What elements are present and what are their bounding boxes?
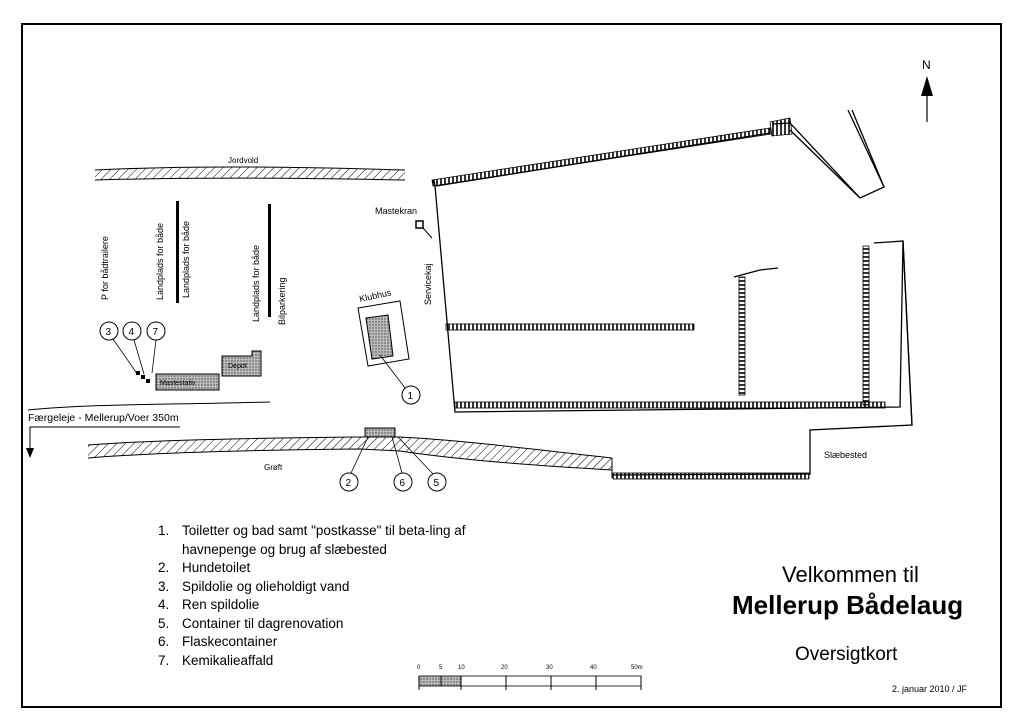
south-pier [455, 402, 885, 408]
svg-text:Grøft: Grøft [264, 463, 283, 472]
north-arrow-icon [921, 58, 933, 122]
servicekaj-label: Servicekaj [423, 263, 433, 305]
svg-text:Mastekran: Mastekran [375, 206, 418, 216]
bilparkering-label: Bilparkering [277, 277, 287, 325]
svg-text:0: 0 [417, 665, 421, 671]
svg-text:7: 7 [152, 327, 159, 338]
legend-item: 3. Spildolie og olieholdigt vand [158, 578, 350, 594]
welcome-text: Velkommen til [782, 562, 919, 587]
svg-text:20: 20 [501, 665, 508, 671]
landplads-bar-2 [268, 204, 271, 317]
marker-6 [394, 473, 412, 491]
svg-text:10: 10 [458, 665, 465, 671]
svg-text:5: 5 [439, 665, 443, 671]
road-line [28, 402, 270, 410]
landplads-label-2: Landplads for både [181, 220, 191, 298]
svg-text:5: 5 [433, 478, 440, 489]
svg-text:4: 4 [128, 327, 135, 338]
trailer-parking-label: P for bådtrailere [100, 236, 110, 300]
bridge-containers [365, 428, 395, 437]
legend-item: 7. Kemikalieaffald [158, 652, 274, 668]
marker-5 [428, 473, 446, 491]
landplads-label-1: Landplads for både [155, 222, 165, 300]
svg-text:50m: 50m [631, 665, 643, 671]
map-date: 2. januar 2010 / JF [892, 684, 968, 694]
legend-item: 2. Hundetoilet [158, 560, 251, 575]
mastekran [375, 206, 432, 238]
svg-text:6: 6 [399, 478, 406, 489]
slaebested-label: Slæbested [824, 450, 868, 460]
marker-2 [340, 473, 358, 491]
legend-item: 5. Container til dagrenovation [158, 615, 344, 631]
svg-text:3: 3 [105, 327, 112, 338]
legend-item: 1. Toiletter og bad samt "postkasse" til beta-ling af havnepenge og brug af slæbested [158, 523, 466, 557]
legend-item: 4. Ren spildolie [158, 597, 260, 612]
mastestativ-building [156, 374, 219, 390]
marker-4 [123, 322, 141, 340]
jordvold-label: Jordvold [228, 156, 259, 165]
svg-text:Mastestativ: Mastestativ [160, 380, 196, 387]
svg-text:30: 30 [546, 665, 553, 671]
svg-text:Depot: Depot [228, 363, 247, 370]
harbour-basin [434, 110, 912, 475]
south-wall [613, 473, 809, 479]
svg-text:40: 40 [590, 665, 597, 671]
marker-1 [402, 386, 420, 404]
landplads-label-3: Landplads for både [251, 244, 261, 322]
north-pier-wall [432, 128, 771, 186]
svg-text:1: 1 [407, 391, 414, 402]
east-pier [863, 246, 869, 405]
svg-text:Klubhus: Klubhus [358, 287, 393, 304]
map-subtitle: Oversigtkort [795, 644, 898, 665]
pier-corner [770, 118, 792, 136]
svg-text:2: 2 [345, 478, 352, 489]
club-name: Mellerup Bådelaug [732, 590, 964, 620]
legend-item: 6. Flaskecontainer [158, 634, 278, 649]
marker-7 [147, 322, 165, 340]
landplads-bar-1 [176, 201, 179, 303]
marker-3 [100, 322, 118, 340]
klubhus [358, 287, 409, 366]
middle-pier [446, 324, 694, 330]
svg-text:N: N [922, 58, 931, 72]
waste-containers [136, 371, 150, 383]
depot-building [222, 351, 261, 376]
inner-pier [739, 277, 745, 395]
legend-list [158, 522, 482, 670]
svg-text:Færgeleje - Mellerup/Voer 350: Færgeleje - Mellerup/Voer 350m [28, 412, 179, 424]
jordvold-embankment [95, 156, 405, 180]
groft-ditch [88, 437, 612, 478]
